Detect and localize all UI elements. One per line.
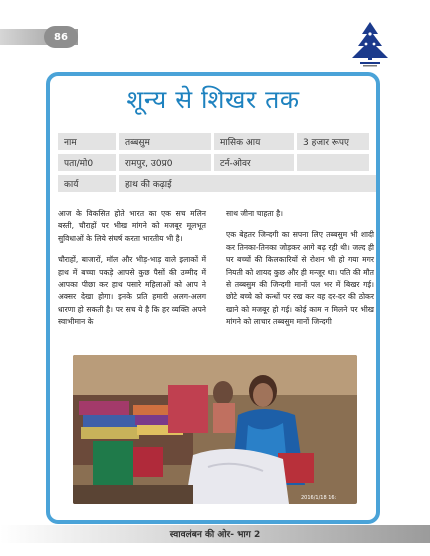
info-row-work [58,175,379,192]
address-label: पता/मो0 [58,154,116,171]
woman-embroidery-photo [73,355,357,504]
name-value: तब्बसुम [119,133,211,150]
work-value: हाथ की कढ़ाई [119,175,376,192]
footer-title: स्वावलंबन की ओर- भाग 2 [169,530,261,540]
page-number: 86 [44,26,78,48]
right-text-column [226,208,374,338]
organization-logo-icon [348,20,392,68]
turnover-label: टर्न-ओवर [214,154,294,171]
turnover-value [297,154,369,171]
right-paragraph-1: साथ जीना चाहता है। [226,209,284,218]
income-value: 3 हजार रूपए [297,133,369,150]
name-label: नाम [58,133,116,150]
income-label: मासिक आय [214,133,294,150]
page-title: शून्य से शिखर तक [126,85,300,114]
address-value: रामपुर, उ0प्र0 [119,154,211,171]
right-paragraph-2: एक बेहतर जिन्दगी का सपना लिए तब्बसुम भी शादी कर तिनका-तिनका जोड़कर आगे बढ़ रही थी। जल्द ही घर बच्चों की किलकारियों से रोशन भी हो गया मगर नियती को शायद कुछ और ही मन्जूर था। पति की मौत से तब्बसुम की जिन्दगी मानों पल भर में बिखर गई। छोटे बच्चे को कन्धों पर रख कर वह दर-दर की ठोकर खाने को मजबूर हो गई। कोई काम न मिलने पर भीख मांगने को लाचार तब्बसुम मानों जिन्दगी [226,230,374,327]
left-paragraph-2: चौराहों, बाजारों, मॉल और भीड़-भाड़ वाले इलाकों में हाथ में बच्चा पकड़े आपसे कुछ पैसों की उम्मीद में आपका पीछा कर हाथ पसारे महिलाओं को आप ने अक्सर देखा होगा। इनके प्रति हमारी अलग-अलग धारणा हो सकती है। पर सच ये है कि हर व्यक्ति अपने स्वाभीमान के [58,255,206,327]
left-paragraph-1: आज के विकसित होते भारत का एक सच मलिन बस्ती, चौराहों पर भीख मांगने को मजबूर मूलभूत सुविधाओं के लिये संघर्ष करता भारतीय भी है। [58,209,206,243]
info-row-address [58,154,372,171]
left-text-column [58,208,206,338]
work-label: कार्य [58,175,116,192]
photo-timestamp: 2016/1/18 16: [301,495,337,501]
info-row-name [58,133,372,150]
